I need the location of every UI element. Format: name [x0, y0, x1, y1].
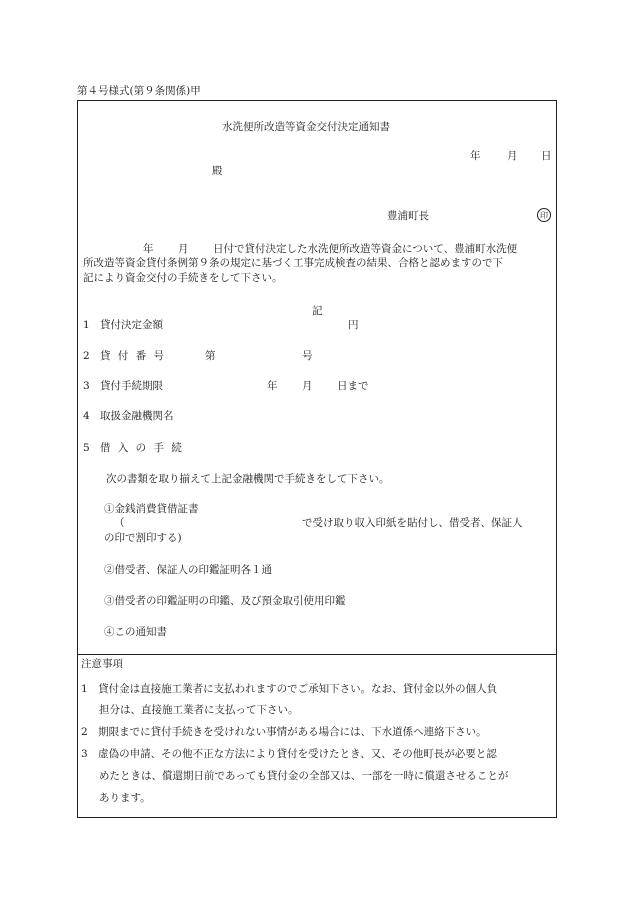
item1-number: 1 — [83, 319, 90, 331]
item5-label: 借 入 の 手 続 — [100, 442, 182, 454]
body-month: 月 — [178, 243, 189, 255]
item3-label: 貸付手続期限 — [100, 380, 163, 392]
document-1-paren: （ — [114, 517, 125, 529]
item5-number: 5 — [83, 442, 90, 454]
note-2-line-1: 2 期限までに貸付手続きを受けれない事情がある場合には、下水道係へ連絡下さい。 — [81, 726, 487, 738]
issuer-name: 豊浦町長 — [387, 210, 429, 222]
body-line2: 所改造等資金貸付条例第９条の規定に基づく工事完成検査の結果、合格と認めますので下 — [83, 257, 503, 269]
date-month-label: 月 — [507, 150, 518, 162]
note-3-line-1: 3 虚偽の申請、その他不正な方法により貸付を受けたとき、又、その他町長が必要と認 — [81, 748, 497, 760]
document-2: ②借受者、保証人の印鑑証明各１通 — [104, 564, 272, 576]
date-year-label: 年 — [470, 150, 481, 162]
notes-heading: 注意事項 — [81, 658, 123, 670]
notes-divider — [77, 654, 557, 655]
item2-number: 2 — [83, 350, 90, 362]
item4-number: 4 — [83, 410, 90, 422]
body-year: 年 — [143, 243, 154, 255]
body-line1: 日付で貸付決定した水洗便所改造等資金について、豊浦町水洗便 — [213, 243, 518, 255]
note-3-line-3: あります。 — [99, 792, 151, 804]
ki-heading: 記 — [312, 305, 323, 317]
seal-mark: 印 — [537, 208, 551, 222]
addressee-label: 殿 — [212, 165, 223, 177]
item3-number: 3 — [83, 380, 90, 392]
note-3-line-2: めたときは、償還期日前であっても貸付金の全部又は、一部を一時に償還させることが — [99, 770, 509, 782]
date-day-label: 日 — [541, 150, 552, 162]
document-1-title: ①金銭消費貸借証書 — [104, 503, 199, 515]
item3-month: 月 — [302, 380, 313, 392]
item2-suffix: 号 — [302, 350, 313, 362]
note-1-line-2: 担分は、直接施工業者に支払って下さい。 — [99, 704, 299, 716]
item4-label: 取扱金融機関名 — [100, 410, 174, 422]
body-line3: 記により資金交付の手続きをして下さい。 — [83, 272, 283, 284]
item3-year: 年 — [267, 380, 278, 392]
document-1-note-cont: の印で割印する) — [104, 532, 182, 544]
item1-unit: 円 — [348, 319, 359, 331]
item3-day: 日まで — [337, 380, 369, 392]
document-1-note: で受け取り収入印紙を貼付し、借受者、保証人 — [302, 517, 523, 529]
item1-label: 貸付決定金額 — [100, 319, 163, 331]
procedure-intro: 次の書類を取り揃えて上記金融機関で手続きをして下さい。 — [106, 473, 390, 485]
document-3: ③借受者の印鑑証明の印鑑、及び預金取引使用印鑑 — [104, 595, 346, 607]
document-4: ④この通知書 — [104, 626, 167, 638]
form-label: 第４号様式(第９条関係)甲 — [77, 85, 201, 97]
item2-prefix: 第 — [205, 350, 216, 362]
item2-label: 貸 付 番 号 — [100, 350, 165, 362]
document-title: 水洗便所改造等資金交付決定通知書 — [222, 121, 390, 133]
note-1-line-1: 1 貸付金は直接施工業者に支払われますのでご承知下さい。なお、貸付金以外の個人負 — [81, 683, 498, 695]
